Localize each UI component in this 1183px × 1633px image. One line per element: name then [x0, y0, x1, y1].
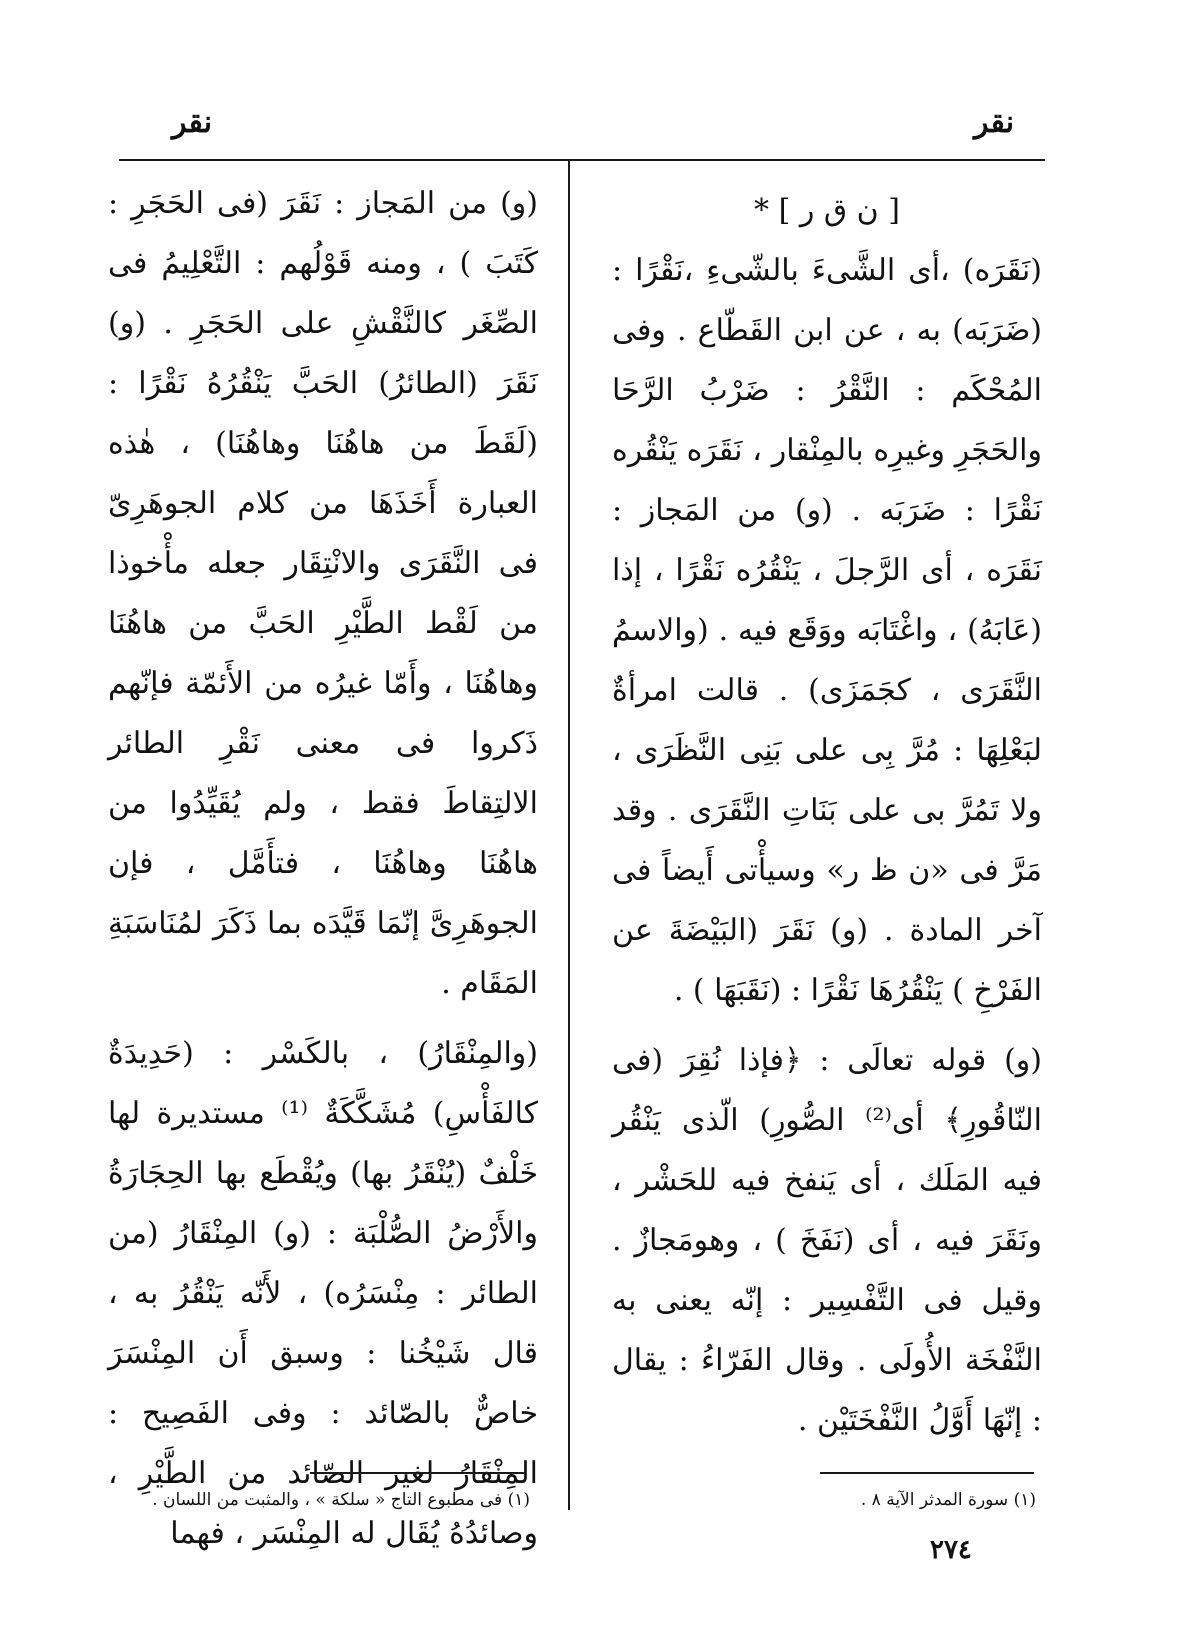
right-column-paragraph-1: (نَقَرَه) ،أى الشَّىءَ بالشّىءِ ،نَقْرًا : (ضَرَبَه) به ، عن ابن القَطّاع . وفى المُحْكَم : النَّقْرُ : ضَرْبُ الرَّحَا والحَجَرِ وغيرِه بالمِنْقار ، نَقَرَه يَنْقُره نَقْرًا : ضَرَبَه . (و) من المَجاز : نَقَرَه ، أى الرَّجلَ ، يَنْقُرُه نَقْرًا ، إذا (عَابَهُ) ، واغْتَابَه ووَقَع فيه . (والاسمُ النَّقَرَى ، كجَمَزَى) . قالت امرأةٌ لبَعْلِهَا : مُرَّ بِى على بَنِى النَّظَرَى ، ولا تَمُرَّ بى على بَنَاتِ النَّقَرَى . وقد مَرَّ فى «ن ظ ر» وسيأْتى أَيضاً فى آخر المادة . (و) نَقَرَ (البَيْضَةَ عن الفَرْخِ ) يَنْقُرُهَا نَقْرًا : (نَقَبَهَا ) .: [612, 253, 1042, 1008]
right-column-paragraph-2: (و) قوله تعالَى : ﴿فإذا نُقِرَ (فى النّاقُورِ﴾ أى⁽²⁾ الصُّورِ) الّذى يَنْقُر فيه المَلَك ، أى يَنفخ فيه للحَشْر ، ونَقَرَ فيه ، أى (نَفَخَ ) ، وهومَجازٌ . وقيل فى التَّفْسِير : إنّه يعنى به النَّفْخَة الأُولَى . وقال الفَرّاءُ : يقال : إنّهَا أَوَّلُ النَّفْخَتَيْن .: [612, 1043, 1042, 1438]
footnote-rule-left: [310, 1472, 524, 1474]
right-column: [612, 181, 1042, 1451]
footnote-rule-right: [820, 1472, 1034, 1474]
left-column-paragraph-1: (و) من المَجاز : نَقَرَ (فى الحَجَرِ : كَتَبَ ) ، ومنه قَوْلُهم : التَّعْلِيمُ فى الصِّغَر كالنَّقْشِ على الحَجَرِ . (و) نَقَرَ (الطائرُ) الحَبَّ يَنْقُرُهُ نَقْرًا : (لَقَطَ من هاهُنَا وهاهُنَا) ، هٰذه العبارة أَخَذَهَا من كلام الجوهَرِىّ فى النَّقَرَى والانْتِقَار جعله مأْخوذا من لَقْط الطَّيْرِ الحَبَّ من هاهُنَا وهاهُنَا ، وأَمّا غيرُه من الأَئمّة فإنّهم ذَكروا فى معنى نَقْرِ الطائر الالتِقاطَ فقط ، ولم يُقَيِّدُوا من هاهُنَا وهاهُنَا ، فتأَمَّل ، فإن الجوهَرِىَّ إنّمَا قَيَّدَه بما ذَكَرَ لمُنَاسَبَةِ المَقَام .: [108, 186, 538, 1001]
left-column-paragraph-2: (والمِنْقَارُ) ، بالكَسْر : (حَدِيدَةٌ كالفَأْسِ) مُشَكَّكَةٌ ⁽¹⁾ مستديرة لها خَلْفٌ (يُنْقَرُ بها) ويُقْطَع بها الحِجَارَةُ والأَرْضُ الصُّلْبَة : (و) المِنْقَارُ (من الطائر : مِنْسَرُه) ، لأَنّه يَنْقُرُ به ، قال شَيْخُنا : وسبق أَن المِنْسَرَ خاصٌّ بالصّائد : وفى الفَصِيح : المِنْقَارُ لغير الصّائد من الطَّيْرِ ، وصائدُهُ يُقَال له المِنْسَر ، فهما: [108, 1036, 538, 1551]
right-running-head: نقر: [974, 105, 1015, 140]
left-column: [108, 174, 538, 1564]
column-divider: [568, 160, 570, 1510]
entry-title: [ ن ق ر ] *: [754, 193, 900, 228]
header-rule: [119, 159, 1045, 161]
footnote-left: (١) فى مطبوع التاج « سلكة » ، والمثبت من اللسان .: [152, 1490, 530, 1510]
footnote-right: (١) سورة المدثر الآية ٨ .: [860, 1490, 1036, 1510]
left-running-head: نقر: [172, 105, 213, 140]
page-number: ٢٧٤: [930, 1535, 972, 1565]
